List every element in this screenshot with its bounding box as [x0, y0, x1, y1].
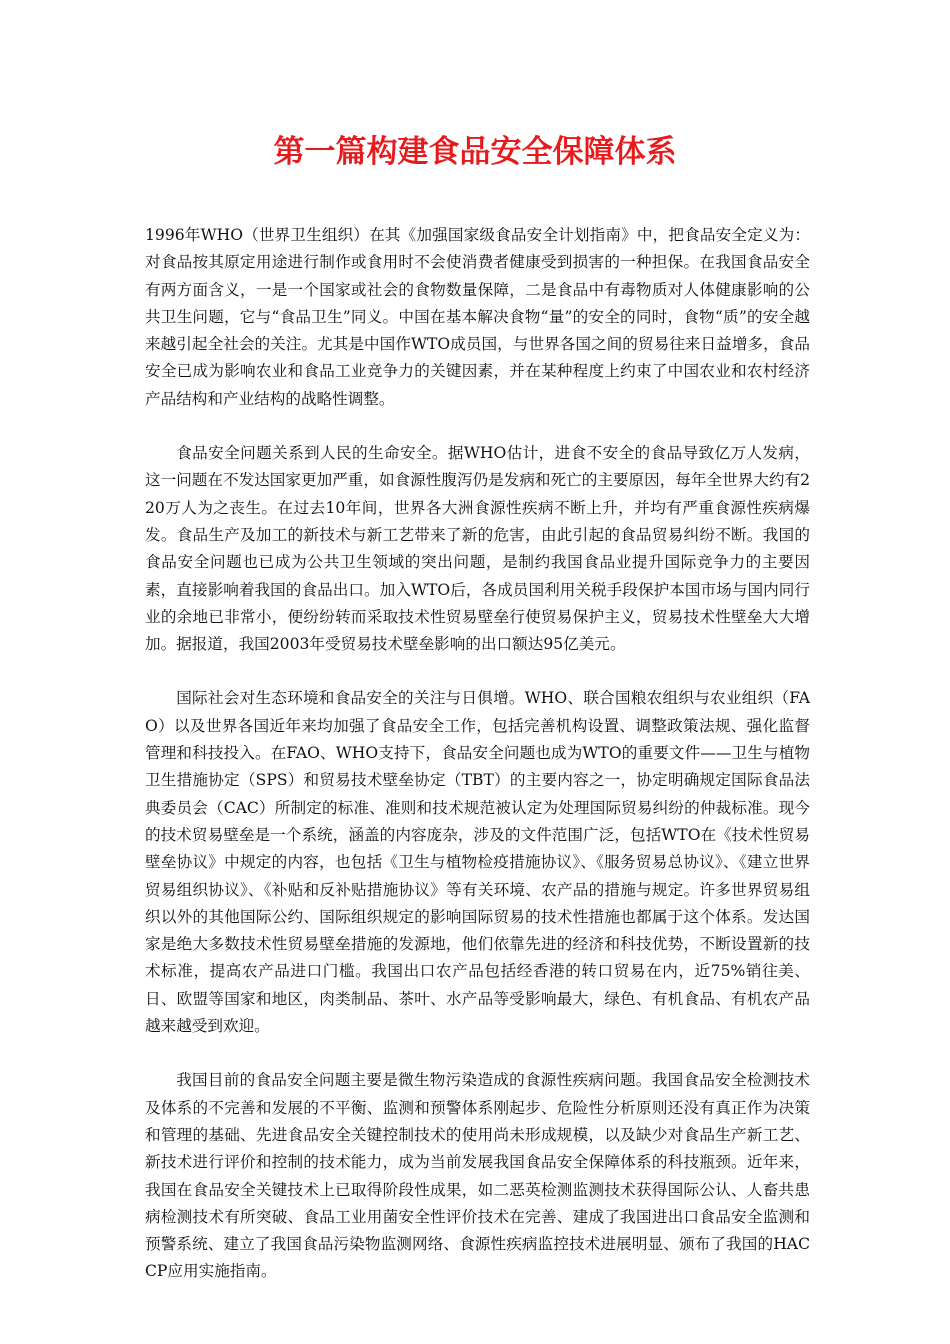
paragraph-1: 1996年WHO（世界卫生组织）在其《加强国家级食品安全计划指南》中，把食品安全定义为：对食品按其原定用途进行制作或食用时不会使消费者健康受到损害的一种担保。在我国食品安全有两方面含义，一是一个国家或社会的食物数量保障，二是食品中有毒物质对人体健康影响的公共卫生问题，它与“食品卫生”同义。中国在基本解决食物“量”的安全的同时，食物“质”的安全越来越引起全社会的关注。尤其是中国作WTO成员国，与世界各国之间的贸易往来日益增多，食品安全已成为影响农业和食品工业竞争力的关键因素，并在某种程度上约束了中国农业和农村经济产品结构和产业结构的战略性调整。	[145, 226, 810, 408]
paragraph-2: 食品安全问题关系到人民的生命安全。据WHO估计，进食不安全的食品导致亿万人发病，这一问题在不发达国家更加严重，如食源性腹泻仍是发病和死亡的主要原因，每年全世界大约有220万人为之丧生。在过去10年间，世界各大洲食源性疾病不断上升，并均有严重食源性疾病爆发。食品生产及加工的新技术与新工艺带来了新的危害，由此引起的食品贸易纠纷不断。我国的食品安全问题也已成为公共卫生领域的突出问题，是制约我国食品业提升国际竞争力的主要因素，直接影响着我国的食品出口。加入WTO后，各成员国利用关税手段保护本国市场与国内同行业的余地已非常小，便纷纷转而采取技术性贸易壁垒行使贸易保护主义，贸易技术性壁垒大大增加。据报道，我国2003年受贸易技术壁垒影响的出口额达95亿美元。	[145, 444, 810, 654]
document-title: 第一篇构建食品安全保障体系	[273, 134, 677, 170]
paragraph-4: 我国目前的食品安全问题主要是微生物污染造成的食源性疾病问题。我国食品安全检测技术及体系的不完善和发展的不平衡、监测和预警体系刚起步、危险性分析原则还没有真正作为决策和管理的基础、先进食品安全关键控制技术的使用尚未形成规模，以及缺少对食品生产新工艺、新技术进行评价和控制的技术能力，成为当前发展我国食品安全保障体系的科技瓶颈。近年来，我国在食品安全关键技术上已取得阶段性成果，如二恶英检测监测技术获得国际公认、人畜共患病检测技术有所突破、食品工业用菌安全性评价技术在完善、建成了我国进出口食品安全监测和预警系统、建立了我国食品污染物监测网络、食源性疾病监控技术进展明显、颁布了我国的HACCP应用实施指南。	[145, 1071, 810, 1281]
paragraph-3: 国际社会对生态环境和食品安全的关注与日俱增。WHO、联合国粮农组织与农业组织（FAO）以及世界各国近年来均加强了食品安全工作，包括完善机构设置、调整政策法规、强化监督管理和科技投入。在FAO、WHO支持下，食品安全问题也成为WTO的重要文件——卫生与植物卫生措施协定（SPS）和贸易技术壁垒协定（TBT）的主要内容之一，协定明确规定国际食品法典委员会（CAC）所制定的标准、准则和技术规范被认定为处理国际贸易纠纷的仲裁标准。现今的技术贸易壁垒是一个系统，涵盖的内容庞杂，涉及的文件范围广泛，包括WTO在《技术性贸易壁垒协议》中规定的内容，也包括《卫生与植物检疫措施协议》、《服务贸易总协议》、《建立世界贸易组织协议》、《补贴和反补贴措施协议》等有关环境、农产品的措施与规定。许多世界贸易组织以外的其他国际公约、国际组织规定的影响国际贸易的技术性措施也都属于这个体系。发达国家是绝大多数技术性贸易壁垒措施的发源地，他们依靠先进的经济和科技优势，不断设置新的技术标准，提高农产品进口门槛。我国出口农产品包括经香港的转口贸易在内，近75%销往美、日、欧盟等国家和地区，肉类制品、茶叶、水产品等受影响最大，绿色、有机食品、有机农产品越来越受到欢迎。	[145, 689, 810, 1036]
document-body	[145, 222, 810, 1313]
